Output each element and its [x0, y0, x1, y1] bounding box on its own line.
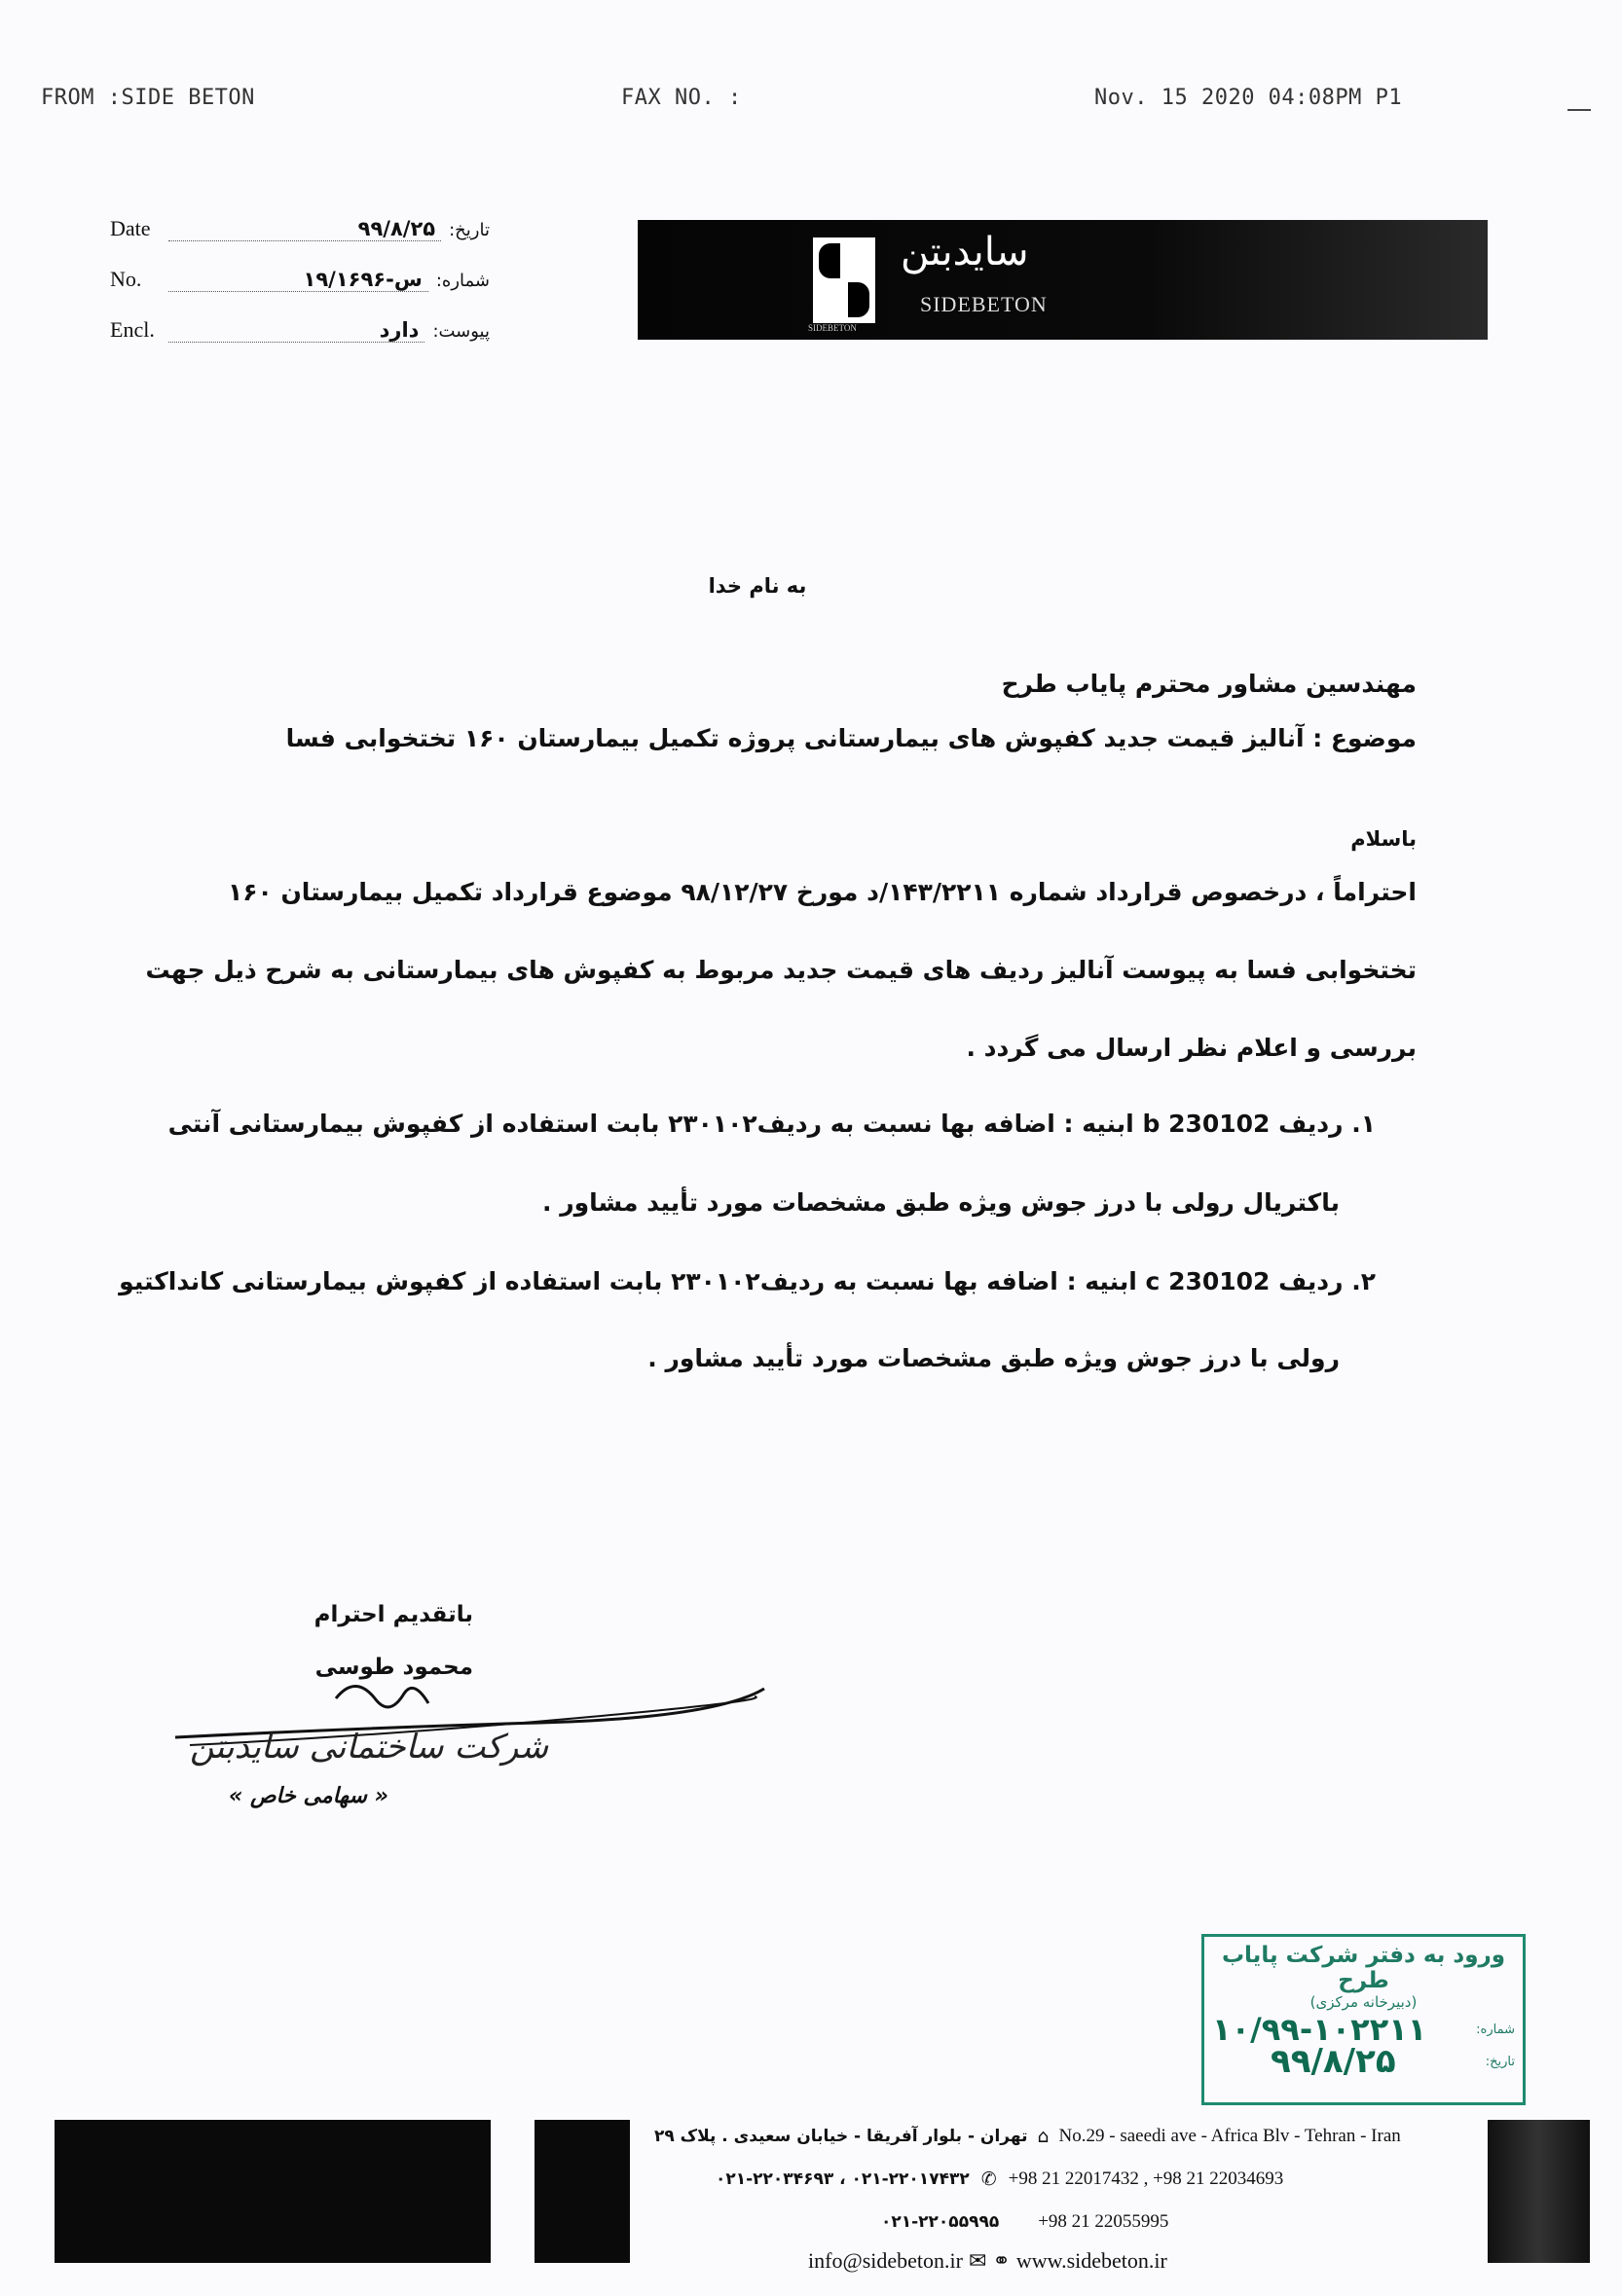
phones-en: +98 21 22017432 , +98 21 22034693: [1008, 2168, 1284, 2189]
signature-note: « سهامی خاص »: [229, 1784, 388, 1808]
encl-value: دارد: [168, 318, 424, 343]
receipt-stamp: [1201, 1934, 1526, 2105]
addressee: مهندسین مشاور محترم پایاب طرح: [1001, 670, 1417, 698]
stamp-date-label: تاریخ:: [1485, 2054, 1515, 2069]
address-fa: تهران - بلوار آفریقا - خیابان سعیدی . پلاک ۲۹: [654, 2127, 1028, 2146]
item-1-line: ۱. ردیف 230102 b ابنیه : اضافه بها نسبت به ردیف۲۳۰۱۰۲ بابت استفاده از کفپوش بیمارستانی آنتی: [167, 1110, 1376, 1138]
number-label-fa: شماره:: [435, 271, 490, 291]
edge-mark: [1567, 109, 1591, 111]
fax-from: FROM :SIDE BETON: [41, 86, 255, 110]
home-icon: ⌂: [1037, 2126, 1050, 2147]
footer-address: [654, 2126, 1401, 2147]
phone-icon: ✆: [980, 2168, 997, 2190]
signature-company: شرکت ساختمانی سایدبتن: [190, 1728, 549, 1767]
stamp-title: ورود به دفتر شرکت پایاب طرح: [1221, 1943, 1506, 1993]
number-field: [110, 267, 490, 292]
stamp-date: ۹۹/۸/۲۵: [1271, 2042, 1396, 2081]
footer-phones: [716, 2168, 1283, 2190]
fax-number: FAX NO. :: [621, 86, 742, 110]
footer-contact: [808, 2248, 1167, 2274]
item-2-line: ۲. ردیف 230102 c ابنیه : اضافه بها نسبت به ردیف۲۳۰۱۰۲ بابت استفاده از کفپوش بیمارستانی کانداکتیو: [119, 1267, 1376, 1295]
phones-fa: ۰۲۱-۲۲۰۱۷۴۳۲ ، ۰۲۱-۲۲۰۳۴۶۹۳: [716, 2169, 970, 2189]
stamp-subtitle: (دبیرخانه مرکزی): [1309, 1993, 1418, 2011]
fax-en: +98 21 22055995: [1038, 2211, 1169, 2232]
signer-name: محمود طوسی: [314, 1655, 473, 1680]
sb-logo-icon: [813, 237, 875, 323]
website-link[interactable]: www.sidebeton.ir: [1015, 2248, 1167, 2273]
encl-label: Encl.: [110, 317, 155, 342]
date-label: Date: [110, 216, 151, 240]
company-logo-banner: [638, 220, 1488, 340]
stamp-number: ۱۰/۹۹-۱۰۲۲۱۱: [1212, 2011, 1427, 2048]
logo-name-en: SIDEBETON: [920, 292, 1048, 316]
date-label-fa: تاریخ:: [449, 220, 490, 240]
subject: موضوع : آنالیز قیمت جدید کفپوش های بیمارستانی پروژه تکمیل بیمارستان ۱۶۰ تختخوابی فسا: [285, 724, 1417, 752]
footer-fax: [881, 2211, 1168, 2233]
fax-datetime: Nov. 15 2020 04:08PM P1: [1094, 86, 1403, 110]
fax-fa: ۰۲۱-۲۲۰۵۵۹۹۵: [881, 2212, 1000, 2232]
footer-black-block: [55, 2120, 491, 2263]
greeting: باسلام: [1350, 827, 1417, 851]
email-link[interactable]: info@sidebeton.ir: [808, 2248, 963, 2273]
encl-label-fa: پیوست:: [432, 321, 490, 342]
logo-name-fa: سایدبتن: [901, 230, 1029, 274]
item-2-line: رولی با درز جوش ویژه طبق مشخصات مورد تأیید مشاور .: [647, 1344, 1340, 1372]
date-field: [110, 216, 490, 241]
mail-icon: ✉: [968, 2248, 987, 2274]
stamp-number-label: شماره:: [1476, 2022, 1515, 2037]
closing: باتقدیم احترام: [313, 1602, 473, 1627]
number-value: ۱۹/۱۶۹۶-س: [168, 268, 428, 292]
paragraph-line: تختخوابی فسا به پیوست آنالیز ردیف های قیمت جدید مربوط به کفپوش های بیمارستانی به شرح ذیل جهت: [145, 956, 1417, 984]
signature: [170, 1669, 774, 1835]
date-value: ۹۹/۸/۲۵: [168, 217, 441, 241]
item-1-line: باکتریال رولی با درز جوش ویژه طبق مشخصات مورد تأیید مشاور .: [542, 1188, 1340, 1217]
logo-small-text: SIDEBETON: [808, 323, 857, 333]
number-label: No.: [110, 267, 142, 291]
paragraph-line: احتراماً ، درخصوص قرارداد شماره ۱۴۳/۲۲۱۱/د مورخ ۹۸/۱۲/۲۷ موضوع قرارداد تکمیل بیمارستان ۱۶۰: [227, 878, 1417, 906]
web-icon: ⚭: [992, 2248, 1011, 2274]
paragraph-line: بررسی و اعلام نظر ارسال می گردد .: [966, 1034, 1417, 1062]
footer-black-block: [535, 2120, 630, 2263]
footer-black-block: [1488, 2120, 1590, 2263]
encl-field: [110, 317, 490, 343]
invocation: به نام خدا: [708, 574, 807, 598]
address-en: No.29 - saeedi ave - Africa Blv - Tehran - Iran: [1058, 2126, 1401, 2146]
